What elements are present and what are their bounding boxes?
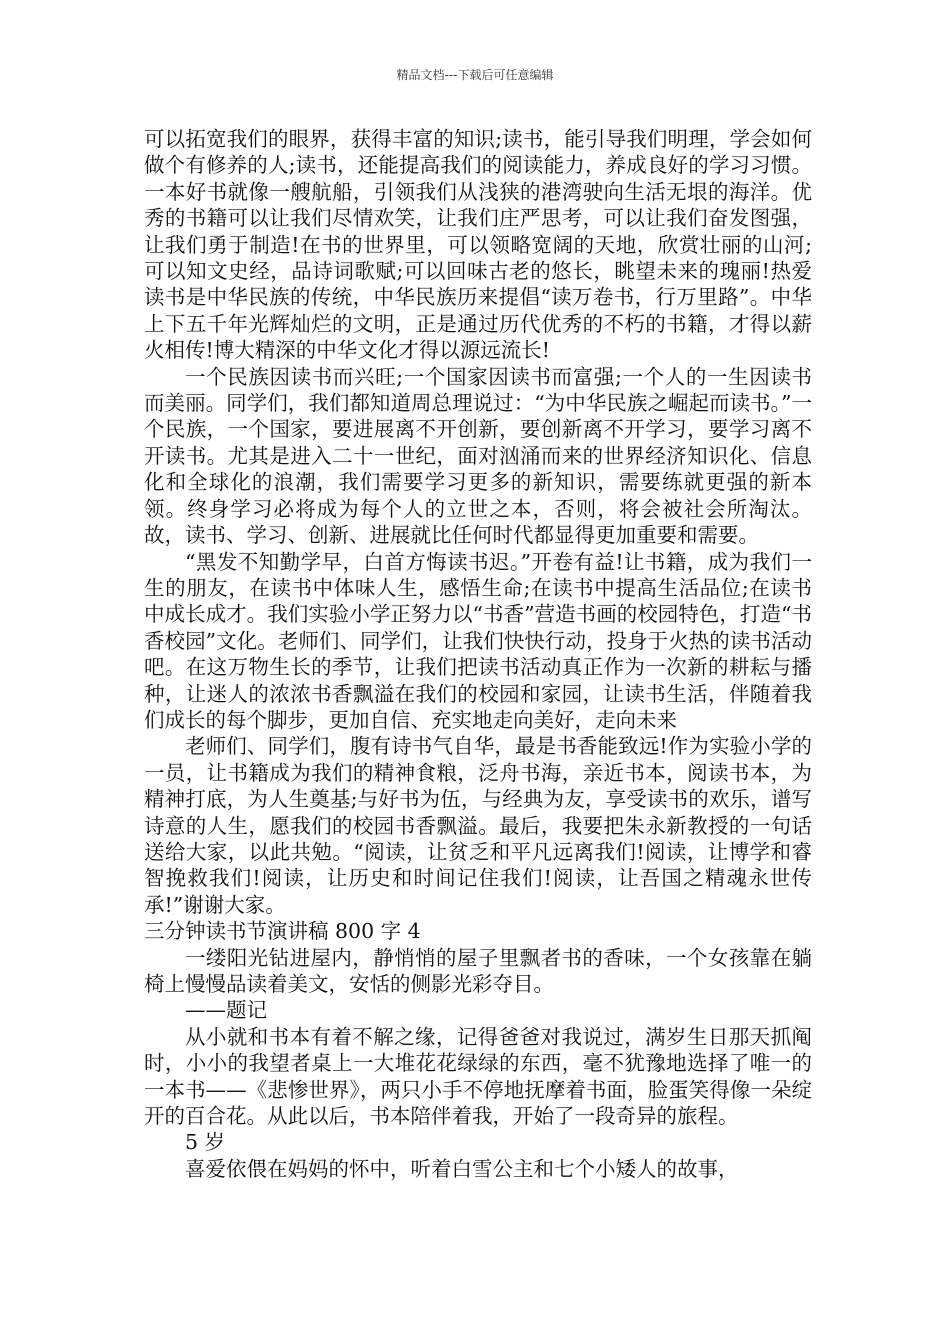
epigraph-label: ——题记: [185, 998, 267, 1023]
paragraph-2: 一个民族因读书而兴旺;一个国家因读书而富强;一个人的一生因读书而美丽。同学们，我们都知道周总理说过：“为中华民族之崛起而读书。”一个民族，一个国家，要进展离不开创新，要创新离不开学习，要学习离不开读书。尤其是进入二十一世纪，面对汹涌而来的世界经济知识化、信息化和全球化的浪潮，我们需要学习更多的新知识，需要练就更强的新本领。终身学习必将成为每个人的立世之本，否则，将会被社会所淘汰。故，读书、学习、创新、进展就比任何时代都显得更加重要和需要。: [144, 364, 812, 548]
paragraph-6: 从小就和书本有着不解之缘，记得爸爸对我说过，满岁生日那天抓阄时，小小的我望者桌上一大堆花花绿绿的东西，毫不犹豫地选择了唯一的一本书——《悲惨世界》，两只小手不停地抚摩着书面，脸蛋笑得像一朵绽开的百合花。从此以后，书本陪伴着我，开始了一段奇异的旅程。: [144, 1024, 812, 1129]
section-heading: 三分钟读书节演讲稿 800 字 4: [144, 919, 421, 944]
document-body: [144, 126, 812, 1182]
paragraph-4: 老师们、同学们，腹有诗书气自华，最是书香能致远!作为实验小学的一员，让书籍成为我们的精神食粮，泛舟书海，亲近书本，阅读书本，为精神打底，为人生奠基;与好书为伍，与经典为友，享受读书的欢乐，谱写诗意的人生，愿我们的校园书香飘溢。最后，我要把朱永新教授的一句话送给大家，以此共勉。“阅读，让贫乏和平凡远离我们!阅读，让博学和睿智挽救我们!阅读，让历史和时间记住我们!阅读，让吾国之精魂永世传承!”谢谢大家。: [144, 734, 812, 917]
age-label: 5 岁: [185, 1130, 226, 1155]
paragraph-3: “黑发不知勤学早，白首方悔读书迟。”开卷有益!让书籍，成为我们一生的朋友，在读书中体味人生，感悟生命;在读书中提高生活品位;在读书中成长成才。我们实验小学正努力以“书香”营造书画的校园特色，打造“书香校园”文化。老师们、同学们，让我们快快行动，投身于火热的读书活动吧。在这万物生长的季节，让我们把读书活动真正作为一次新的耕耘与播种，让迷人的浓浓书香飘溢在我们的校园和家园，让读书生活，伴随着我们成长的每个脚步，更加自信、充实地走向美好，走向未来: [144, 549, 812, 732]
paragraph-5: 一缕阳光钻进屋内，静悄悄的屋子里飘者书的香味，一个女孩靠在躺椅上慢慢品读着美文，安恬的侧影光彩夺目。: [144, 945, 812, 996]
paragraph-7: 喜爱依偎在妈妈的怀中，听着白雪公主和七个小矮人的故事，: [185, 1156, 739, 1181]
page-header: 精品文档---下载后可任意编辑: [396, 68, 554, 82]
paragraph-1: 可以拓宽我们的眼界，获得丰富的知识;读书，能引导我们明理，学会如何做个有修养的人;读书，还能提高我们的阅读能力，养成良好的学习习惯。一本好书就像一艘航船，引领我们从浅狭的港湾驶向生活无垠的海洋。优秀的书籍可以让我们尽情欢笑，让我们庄严思考，可以让我们奋发图强，让我们勇于制造!在书的世界里，可以领略宽阔的天地，欣赏壮丽的山河;可以知文史经，品诗词歌赋;可以回味古老的悠长，眺望未来的瑰丽!热爱读书是中华民族的传统，中华民族历来提倡“读万卷书，行万里路”。中华上下五千年光辉灿烂的文明，正是通过历代优秀的不朽的书籍，才得以薪火相传!博大精深的中华文化才得以源远流长!: [144, 127, 812, 363]
